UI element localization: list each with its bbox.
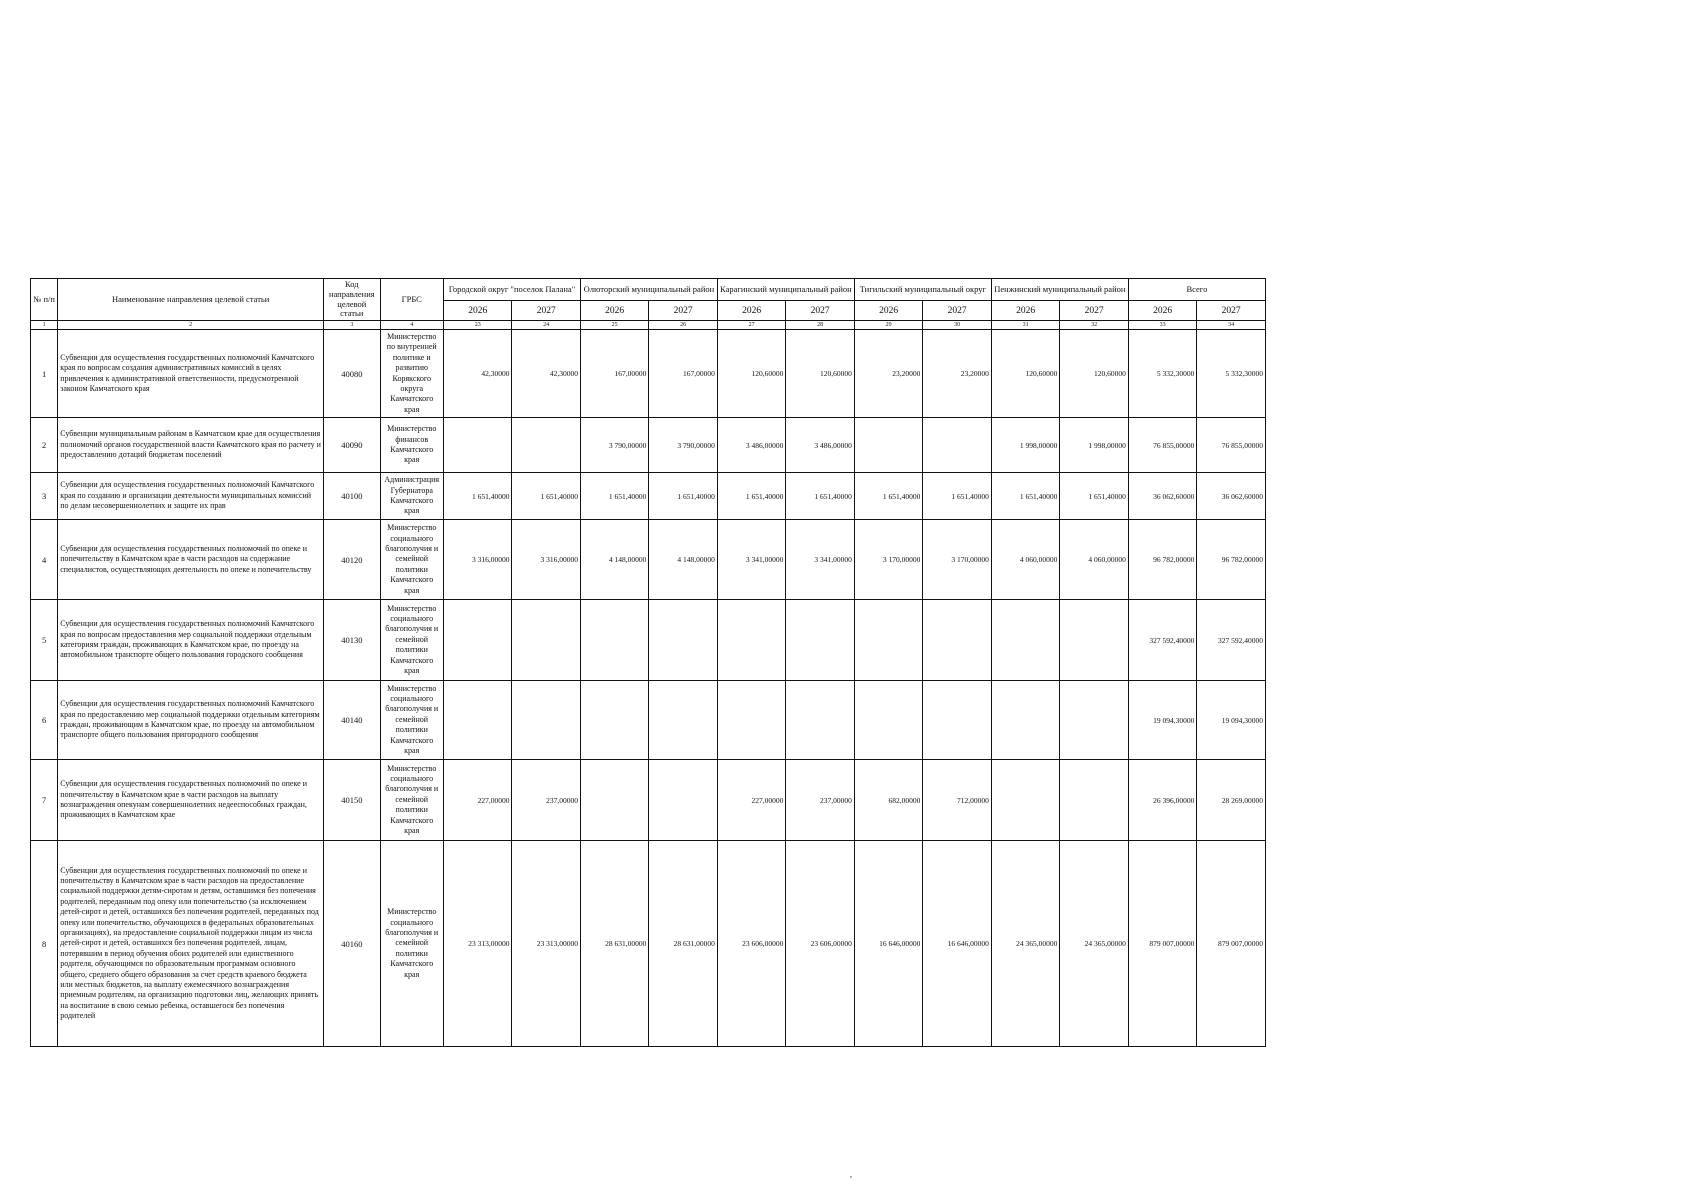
row-value: 3 341,00000 <box>786 520 854 600</box>
row-number: 1 <box>31 330 58 418</box>
column-number: 1 <box>31 321 58 330</box>
row-grbs: Администрация Губернатора Камчатского края <box>380 473 443 520</box>
row-value <box>512 418 580 473</box>
row-value: 1 651,40000 <box>1060 473 1129 520</box>
column-number: 28 <box>786 321 854 330</box>
header-year: 2027 <box>786 301 854 321</box>
row-name: Субвенции для осуществления государственных полномочий Камчатского края по вопросам создания административных комиссий в целях привлечения к административной ответственности, предусмотренной законом Камчатского края <box>58 330 324 418</box>
row-name: Субвенции для осуществления государственных полномочий Камчатского края по вопросам предоставления мер социальной поддержки отдельным категориям граждан, проживающих в Камчатском крае, по проезду на автомобильном транспорте общего пользования городского сообщения <box>58 600 324 681</box>
header-year: 2027 <box>1197 301 1266 321</box>
row-value: 879 007,00000 <box>1197 841 1266 1047</box>
header-group-karaginsky: Карагинский муниципальный район <box>717 279 854 301</box>
row-name: Субвенции для осуществления государственных полномочий Камчатского края по созданию и организации деятельности муниципальных комиссий по делам несовершеннолетних и защите их прав <box>58 473 324 520</box>
table-row <box>31 841 1266 1047</box>
row-value <box>786 600 854 681</box>
row-value: 4 148,00000 <box>580 520 648 600</box>
row-value: 327 592,40000 <box>1128 600 1196 681</box>
row-value <box>580 760 648 841</box>
row-value: 36 062,60000 <box>1197 473 1266 520</box>
row-grbs: Министерство социального благополучия и семейной политики Камчатского края <box>380 760 443 841</box>
row-value <box>580 681 648 760</box>
column-number: 2 <box>58 321 324 330</box>
row-value: 879 007,00000 <box>1128 841 1196 1047</box>
subvention-table <box>30 278 1266 1047</box>
row-value: 1 998,00000 <box>1060 418 1129 473</box>
row-value: 3 170,00000 <box>854 520 922 600</box>
row-code: 40140 <box>324 681 380 760</box>
header-group-total: Всего <box>1128 279 1265 301</box>
row-value: 4 148,00000 <box>649 520 717 600</box>
row-code: 40130 <box>324 600 380 681</box>
row-value: 24 365,00000 <box>1060 841 1129 1047</box>
row-value: 96 782,00000 <box>1128 520 1196 600</box>
row-value: 19 094,30000 <box>1128 681 1196 760</box>
row-value <box>923 681 991 760</box>
column-number: 26 <box>649 321 717 330</box>
row-value: 1 651,40000 <box>991 473 1059 520</box>
column-number: 33 <box>1128 321 1196 330</box>
row-value: 227,00000 <box>443 760 511 841</box>
column-number: 27 <box>717 321 785 330</box>
row-value: 120,60000 <box>991 330 1059 418</box>
row-value <box>1060 681 1129 760</box>
row-value: 120,60000 <box>786 330 854 418</box>
row-value <box>1060 760 1129 841</box>
column-number: 34 <box>1197 321 1266 330</box>
row-value: 42,30000 <box>443 330 511 418</box>
row-grbs: Министерство социального благополучия и семейной политики Камчатского края <box>380 520 443 600</box>
row-value <box>512 681 580 760</box>
column-number: 30 <box>923 321 991 330</box>
row-value: 28 631,00000 <box>649 841 717 1047</box>
header-name: Наименование направления целевой статьи <box>58 279 324 321</box>
table-body <box>31 330 1266 1047</box>
row-number: 4 <box>31 520 58 600</box>
row-code: 40090 <box>324 418 380 473</box>
row-value: 42,30000 <box>512 330 580 418</box>
row-value: 3 790,00000 <box>580 418 648 473</box>
row-value: 3 341,00000 <box>717 520 785 600</box>
row-value: 23 313,00000 <box>512 841 580 1047</box>
row-value: 3 486,00000 <box>717 418 785 473</box>
row-name: Субвенции для осуществления государственных полномочий по опеке и попечительству в Камчатском крае в части расходов на выплату вознаграждения опекунам совершеннолетних недееспособных граждан, проживающих в Камчатском крае <box>58 760 324 841</box>
row-value: 1 651,40000 <box>580 473 648 520</box>
row-value: 76 855,00000 <box>1197 418 1266 473</box>
column-number: 29 <box>854 321 922 330</box>
row-value: 1 651,40000 <box>649 473 717 520</box>
table-row <box>31 600 1266 681</box>
row-value: 712,00000 <box>923 760 991 841</box>
row-number: 8 <box>31 841 58 1047</box>
header-year: 2026 <box>443 301 511 321</box>
row-value: 23 313,00000 <box>443 841 511 1047</box>
column-number: 25 <box>580 321 648 330</box>
row-number: 2 <box>31 418 58 473</box>
row-value <box>512 600 580 681</box>
row-value: 682,00000 <box>854 760 922 841</box>
row-value: 3 316,00000 <box>443 520 511 600</box>
column-number: 3 <box>324 321 380 330</box>
header-no: № п/п <box>31 279 58 321</box>
row-value: 167,00000 <box>580 330 648 418</box>
row-number: 7 <box>31 760 58 841</box>
row-value: 167,00000 <box>649 330 717 418</box>
column-number: 4 <box>380 321 443 330</box>
row-value <box>786 681 854 760</box>
row-code: 40080 <box>324 330 380 418</box>
row-value: 4 060,00000 <box>991 520 1059 600</box>
header-year: 2027 <box>1060 301 1129 321</box>
row-value: 23 606,00000 <box>717 841 785 1047</box>
row-name: Субвенции для осуществления государственных полномочий по опеке и попечительству в Камчатском крае в части расходов на предоставление социальной поддержки детям-сиротам и детям, оставшимся без попечения родителей, переданным под опеку или попечительство (за исключением детей-сирот и детей, оставшихся без попечения родителей, переданных под опеку или попечительство, обучающихся в федеральных образовательных организациях), на предоставление социальной поддержки лицам из числа детей-сирот и детей, оставшихся без попечения родителей, лицам, потерявшим в период обучения обоих родителей или единственного родителя, обучающимся по образовательным программам основного общего, среднего общего образования за счет средств краевого бюджета или местных бюджетов, на выплату ежемесячного вознаграждения приемным родителям, на организацию подготовки лиц, желающих принять на воспитание в свою семью ребенка, оставшегося без попечения родителей <box>58 841 324 1047</box>
row-value: 227,00000 <box>717 760 785 841</box>
header-group-olyutorsky: Олюторский муниципальный район <box>580 279 717 301</box>
row-value: 237,00000 <box>786 760 854 841</box>
row-value <box>443 418 511 473</box>
row-value: 26 396,00000 <box>1128 760 1196 841</box>
table-row <box>31 520 1266 600</box>
row-value <box>923 418 991 473</box>
header-group-penzhinsky: Пенжинский муниципальный район <box>991 279 1128 301</box>
header-year: 2027 <box>649 301 717 321</box>
header-group-tigilsky: Тигильский муниципальный округ <box>854 279 991 301</box>
row-value: 28 269,00000 <box>1197 760 1266 841</box>
row-value: 23 606,00000 <box>786 841 854 1047</box>
row-value <box>854 681 922 760</box>
row-code: 40120 <box>324 520 380 600</box>
header-year: 2026 <box>991 301 1059 321</box>
row-value <box>649 681 717 760</box>
column-number: 24 <box>512 321 580 330</box>
row-value: 3 316,00000 <box>512 520 580 600</box>
row-value: 1 651,40000 <box>923 473 991 520</box>
row-value: 23,20000 <box>854 330 922 418</box>
row-value: 120,60000 <box>717 330 785 418</box>
row-value <box>443 600 511 681</box>
header-year: 2026 <box>580 301 648 321</box>
row-value: 23,20000 <box>923 330 991 418</box>
header-year: 2027 <box>923 301 991 321</box>
row-value: 1 651,40000 <box>512 473 580 520</box>
row-name: Субвенции для осуществления государственных полномочий по опеке и попечительству в Камчатском крае в части расходов на содержание специалистов, осуществляющих деятельность по опеке и попечительству <box>58 520 324 600</box>
row-value: 327 592,40000 <box>1197 600 1266 681</box>
row-grbs: Министерство социального благополучия и семейной политики Камчатского края <box>380 600 443 681</box>
row-value: 3 170,00000 <box>923 520 991 600</box>
table-row <box>31 418 1266 473</box>
row-value <box>717 681 785 760</box>
row-number: 5 <box>31 600 58 681</box>
row-value <box>991 681 1059 760</box>
row-value: 1 651,40000 <box>443 473 511 520</box>
row-value: 5 332,30000 <box>1197 330 1266 418</box>
row-value <box>443 681 511 760</box>
row-value: 1 651,40000 <box>786 473 854 520</box>
row-value: 36 062,60000 <box>1128 473 1196 520</box>
table-row <box>31 760 1266 841</box>
row-code: 40160 <box>324 841 380 1047</box>
row-value: 24 365,00000 <box>991 841 1059 1047</box>
row-value <box>717 600 785 681</box>
row-name: Субвенции для осуществления государственных полномочий Камчатского края по предоставлению мер социальной поддержки отдельным категориям граждан, проживающим в Камчатском крае, по проезду на автомобильном транспорте общего пользования пригородного сообщения <box>58 681 324 760</box>
header-year: 2027 <box>512 301 580 321</box>
row-value: 28 631,00000 <box>580 841 648 1047</box>
row-value <box>1060 600 1129 681</box>
header-grbs: ГРБС <box>380 279 443 321</box>
row-value: 76 855,00000 <box>1128 418 1196 473</box>
row-value <box>854 418 922 473</box>
row-number: 6 <box>31 681 58 760</box>
row-value: 120,60000 <box>1060 330 1129 418</box>
header-year: 2026 <box>854 301 922 321</box>
header-year: 2026 <box>717 301 785 321</box>
row-value <box>991 600 1059 681</box>
header-group-palana: Городской округ "поселок Палана" <box>443 279 580 301</box>
row-grbs: Министерство социального благополучия и семейной политики Камчатского края <box>380 681 443 760</box>
table-row <box>31 681 1266 760</box>
row-grbs: Министерство по внутренней политике и развитию Корякского округа Камчатского края <box>380 330 443 418</box>
header-code: Код направления целевой статьи <box>324 279 380 321</box>
row-number: 3 <box>31 473 58 520</box>
page-marker: , <box>850 1170 852 1179</box>
row-value <box>580 600 648 681</box>
row-value: 19 094,30000 <box>1197 681 1266 760</box>
row-value: 237,00000 <box>512 760 580 841</box>
row-value: 1 651,40000 <box>717 473 785 520</box>
row-code: 40100 <box>324 473 380 520</box>
column-number: 31 <box>991 321 1059 330</box>
row-code: 40150 <box>324 760 380 841</box>
row-value <box>649 760 717 841</box>
row-name: Субвенции муниципальным районам в Камчатском крае для осуществления полномочий органов государственной власти Камчатского края по расчету и предоставлению дотаций бюджетам поселений <box>58 418 324 473</box>
column-number: 32 <box>1060 321 1129 330</box>
row-grbs: Министерство финансов Камчатского края <box>380 418 443 473</box>
table-row <box>31 330 1266 418</box>
row-value <box>991 760 1059 841</box>
table-row <box>31 473 1266 520</box>
row-value <box>854 600 922 681</box>
row-value: 3 790,00000 <box>649 418 717 473</box>
row-value: 3 486,00000 <box>786 418 854 473</box>
row-value <box>923 600 991 681</box>
row-value: 4 060,00000 <box>1060 520 1129 600</box>
row-value: 1 998,00000 <box>991 418 1059 473</box>
header-year: 2026 <box>1128 301 1196 321</box>
row-value: 16 646,00000 <box>923 841 991 1047</box>
column-number: 23 <box>443 321 511 330</box>
row-value: 96 782,00000 <box>1197 520 1266 600</box>
row-value: 1 651,40000 <box>854 473 922 520</box>
row-value <box>649 600 717 681</box>
row-value: 16 646,00000 <box>854 841 922 1047</box>
row-grbs: Министерство социального благополучия и семейной политики Камчатского края <box>380 841 443 1047</box>
column-numbers-row <box>31 321 1266 330</box>
row-value: 5 332,30000 <box>1128 330 1196 418</box>
